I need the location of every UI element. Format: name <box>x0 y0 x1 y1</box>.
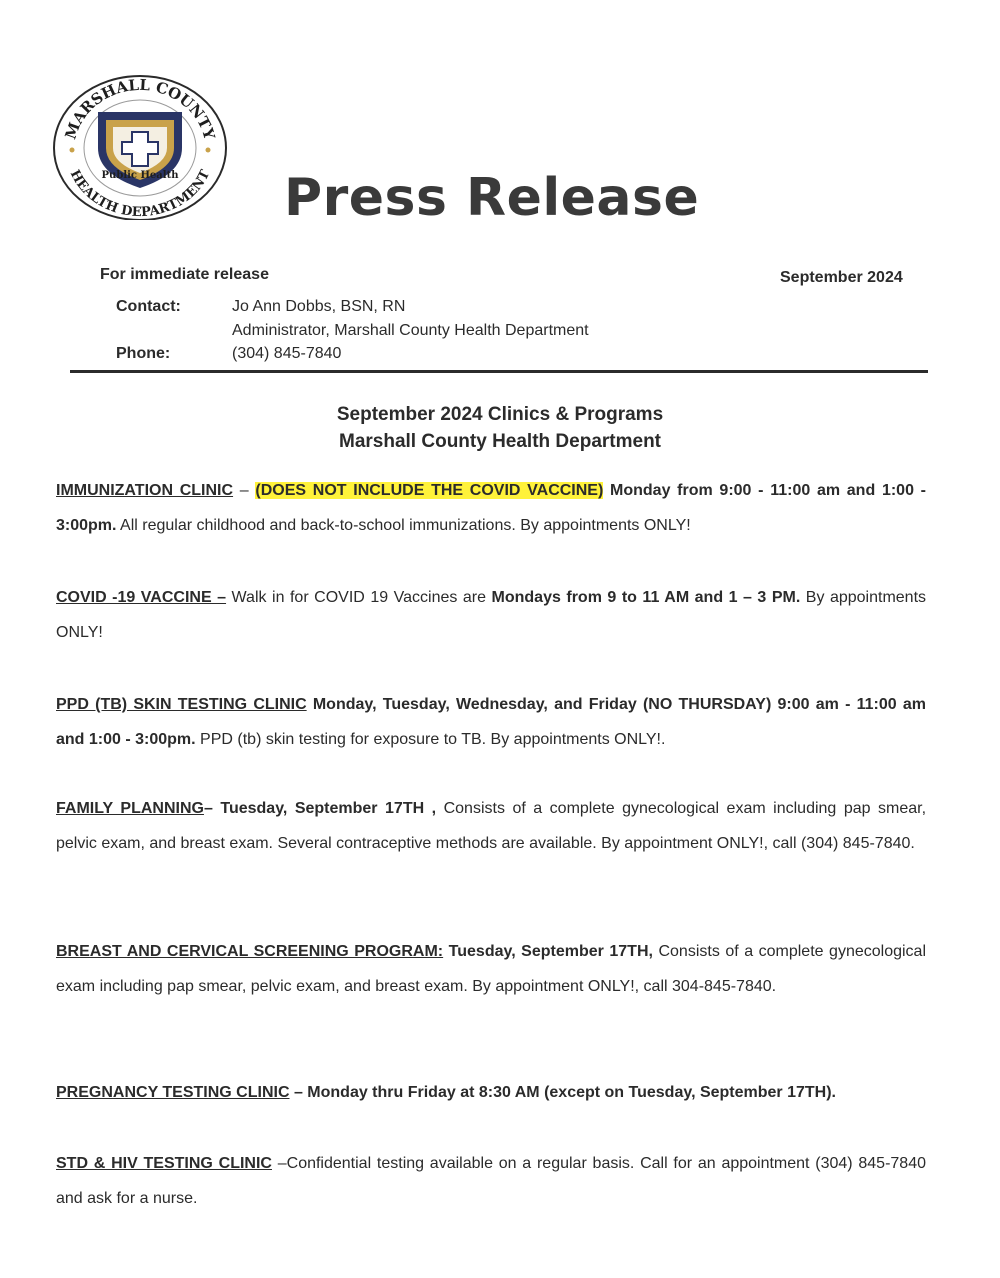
shield-cross-icon <box>52 70 228 220</box>
section-heading: PREGNANCY TESTING CLINIC <box>56 1084 290 1101</box>
section-heading: IMMUNIZATION CLINIC <box>56 482 234 499</box>
section-covid-vaccine <box>56 581 926 650</box>
section-breast-cervical <box>56 935 926 1004</box>
schedule: Mondays from 9 to 11 AM and 1 – 3 PM. <box>491 589 801 606</box>
schedule: Monday from 9:00 - 11:00 am and 1:00 - 3:00pm. <box>56 482 926 534</box>
schedule: – Tuesday, September 17TH , <box>203 800 437 817</box>
section-heading: BREAST AND CERVICAL SCREENING PROGRAM: <box>56 943 444 960</box>
section-family-planning <box>56 792 926 861</box>
section-immunization <box>56 474 926 543</box>
seal-bottom-text: HEALTH DEPARTMENT <box>66 167 214 220</box>
description: PPD (tb) skin testing for exposure to TB. By appointments ONLY!. <box>195 730 666 748</box>
section-pregnancy-testing <box>56 1076 926 1111</box>
schedule: Tuesday, September 17TH, <box>443 943 653 960</box>
section-heading: COVID -19 VACCINE – <box>56 589 227 606</box>
phone-number: (304) 845-7840 <box>232 345 342 362</box>
page-title: Press Release <box>284 168 700 228</box>
contact-label: Contact: <box>116 298 181 315</box>
header-divider <box>70 370 928 373</box>
schedule: – Monday thru Friday at 8:30 AM (except on Tuesday, September 17TH). <box>289 1084 836 1101</box>
subtitle-line2: Marshall County Health Department <box>339 431 661 452</box>
contact-name: Jo Ann Dobbs, BSN, RN <box>232 298 406 315</box>
schedule: Monday, Tuesday, Wednesday, and Friday (NO THURSDAY) 9:00 am - 11:00 am and 1:00 - 3:00pm. <box>56 696 926 748</box>
section-heading: PPD (TB) SKIN TESTING CLINIC <box>56 696 307 713</box>
description: –Confidential testing available on a regular basis. Call for an appointment (304) 845-7840 and ask for a nurse. <box>56 1155 927 1207</box>
separator: – <box>233 482 256 499</box>
description: Consists of a complete gynecological exam including pap smear, pelvic exam, and breast exam. By appointment ONLY!, call 304-845-7840. <box>56 943 927 995</box>
section-heading: FAMILY PLANNING <box>56 800 204 817</box>
description: All regular childhood and back-to-school immunizations. By appointments ONLY! <box>116 516 691 534</box>
release-label: For immediate release <box>100 266 269 283</box>
description: Walk in for COVID 19 Vaccines are <box>226 589 492 606</box>
highlight-note: (DOES NOT INCLUDE THE COVID VACCINE) <box>255 482 604 499</box>
section-std-hiv-testing <box>56 1147 926 1216</box>
phone-label: Phone: <box>116 345 171 362</box>
description: Consists of a complete gynecological exam including pap smear, pelvic exam, and breast exam. Several contraceptive methods are available. By appointment ONLY!, call (304) 845-7840. <box>56 800 927 852</box>
seal-top-text: MARSHALL COUNTY <box>61 75 219 142</box>
section-ppd-testing <box>56 688 926 757</box>
contact-role: Administrator, Marshall County Health Department <box>232 322 589 339</box>
seal-center-text: Public Health <box>101 170 179 181</box>
description-2: By appointments ONLY! <box>56 589 927 641</box>
release-date: September 2024 <box>780 269 903 286</box>
section-heading: STD & HIV TESTING CLINIC <box>56 1155 272 1172</box>
health-department-seal <box>52 70 228 220</box>
subtitle-line1: September 2024 Clinics & Programs <box>336 404 664 425</box>
